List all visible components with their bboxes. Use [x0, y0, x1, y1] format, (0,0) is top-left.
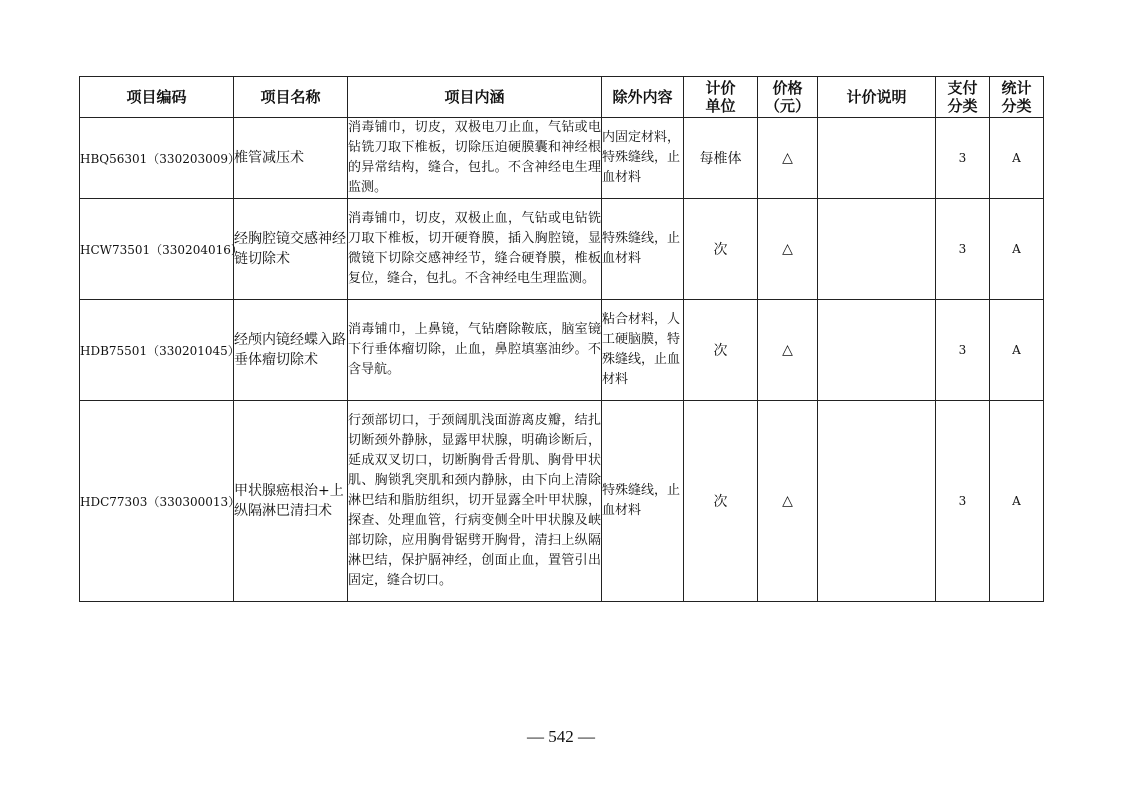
- header-note: 计价说明: [818, 77, 936, 118]
- cell-exclusions: 粘合材料，人工硬脑膜，特殊缝线，止血材料: [602, 300, 684, 401]
- cell-stat: A: [990, 118, 1044, 199]
- header-stat-line1: 统计: [1001, 79, 1032, 97]
- cell-pay: 3: [936, 300, 990, 401]
- table-row: [80, 118, 1044, 199]
- cell-stat: A: [990, 300, 1044, 401]
- cell-exclusions: 内固定材料，特殊缝线，止血材料: [602, 118, 684, 199]
- header-price-line1: 价格: [772, 79, 803, 97]
- header-stat: [990, 77, 1044, 118]
- header-content: 项目内涵: [348, 77, 602, 118]
- header-pay-line2: 分类: [947, 97, 978, 115]
- cell-unit: 次: [684, 300, 758, 401]
- header-price: [758, 77, 818, 118]
- cell-price: △: [758, 118, 818, 199]
- cell-code: HCW73501（330204016）: [80, 199, 234, 300]
- cell-price: △: [758, 401, 818, 602]
- cell-pay: 3: [936, 199, 990, 300]
- header-pay: [936, 77, 990, 118]
- cell-name: 椎管减压术: [234, 118, 348, 199]
- cell-price: △: [758, 300, 818, 401]
- cell-note: [818, 401, 936, 602]
- cell-exclusions: 特殊缝线，止血材料: [602, 401, 684, 602]
- cell-note: [818, 300, 936, 401]
- header-exclusions: 除外内容: [602, 77, 684, 118]
- cell-unit: 次: [684, 199, 758, 300]
- cell-note: [818, 118, 936, 199]
- cell-pay: 3: [936, 118, 990, 199]
- cell-code: HDC77303（330300013）: [80, 401, 234, 602]
- cell-content: 行颈部切口，于颈阔肌浅面游离皮瓣，结扎切断颈外静脉，显露甲状腺，明确诊断后，延成双叉切口，切断胸骨舌骨肌、胸骨甲状肌、胸锁乳突肌和颈内静脉，由下向上清除淋巴结和脂肪组织，切开显露全叶甲状腺，探查、处理血管，行病变侧全叶甲状腺及峡部切除，应用胸骨锯劈开胸骨，清扫上纵隔淋巴结，保护膈神经，创面止血，置管引出固定，缝合切口。: [348, 401, 602, 602]
- cell-stat: A: [990, 199, 1044, 300]
- header-pay-line1: 支付: [947, 79, 978, 97]
- cell-content: 消毒铺巾，切皮，双极电刀止血，气钻或电钻铣刀取下椎板，切除压迫硬膜囊和神经根的异常结构，缝合，包扎。不含神经电生理监测。: [348, 118, 602, 199]
- cell-unit: 每椎体: [684, 118, 758, 199]
- header-unit: [684, 77, 758, 118]
- table-row: [80, 401, 1044, 602]
- cell-pay: 3: [936, 401, 990, 602]
- cell-exclusions: 特殊缝线，止血材料: [602, 199, 684, 300]
- cell-unit: 次: [684, 401, 758, 602]
- cell-note: [818, 199, 936, 300]
- cell-stat: A: [990, 401, 1044, 602]
- cell-content: 消毒铺巾，切皮，双极止血，气钻或电钻铣刀取下椎板，切开硬脊膜，插入胸腔镜，显微镜下切除交感神经节，缝合硬脊膜，椎板复位，缝合，包扎。不含神经电生理监测。: [348, 199, 602, 300]
- table-row: [80, 199, 1044, 300]
- header-price-line2: （元）: [764, 97, 810, 115]
- header-stat-line2: 分类: [1001, 97, 1032, 115]
- table-row: [80, 300, 1044, 401]
- cell-name: 经颅内镜经蝶入路垂体瘤切除术: [234, 300, 348, 401]
- cell-code: HBQ56301（330203009）: [80, 118, 234, 199]
- cell-name: 甲状腺癌根治+上纵隔淋巴清扫术: [234, 401, 348, 602]
- header-row: [80, 77, 1044, 118]
- cell-code: HDB75501（330201045）: [80, 300, 234, 401]
- pricing-table: [79, 76, 1044, 602]
- header-code: 项目编码: [80, 77, 234, 118]
- cell-content: 消毒铺巾，上鼻镜，气钻磨除鞍底，脑室镜下行垂体瘤切除，止血，鼻腔填塞油纱。不含导航。: [348, 300, 602, 401]
- cell-name: 经胸腔镜交感神经链切除术: [234, 199, 348, 300]
- header-unit-line2: 单位: [705, 97, 736, 115]
- page-number: — 542 —: [527, 727, 595, 746]
- header-name: 项目名称: [234, 77, 348, 118]
- header-unit-line1: 计价: [705, 79, 736, 97]
- cell-price: △: [758, 199, 818, 300]
